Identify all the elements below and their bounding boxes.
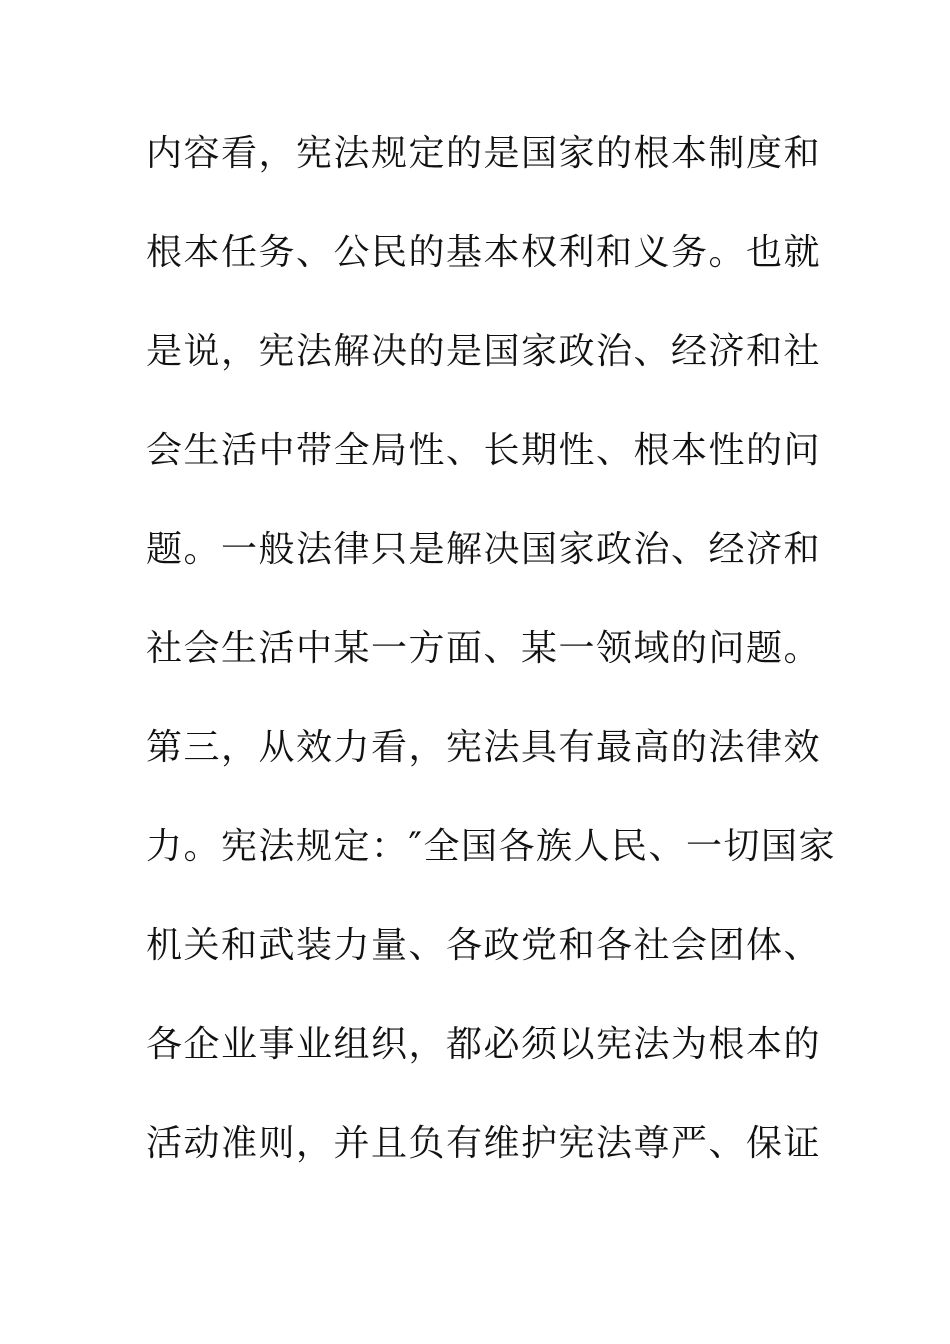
text-line: 各企业事业组织，都必须以宪法为根本的 [146,1024,822,1065]
text-line: 活动准则，并且负有维护宪法尊严、保证 [146,1123,822,1164]
text-line: 社会生活中某一方面、某一领域的问题。 [146,628,822,669]
text-line: 内容看，宪法规定的是国家的根本制度和 [146,133,822,174]
text-line: 会生活中带全局性、长期性、根本性的问 [146,430,822,471]
text-line: 题。一般法律只是解决国家政治、经济和 [146,529,822,570]
text-line: 机关和武装力量、各政党和各社会团体、 [146,925,822,966]
text-line: 第三，从效力看，宪法具有最高的法律效 [146,727,822,768]
text-line: 力。宪法规定：″全国各族人民、一切国家 [146,826,836,867]
body-text [146,124,836,1213]
text-line: 根本任务、公民的基本权利和义务。也就 [146,232,822,273]
text-line: 是说，宪法解决的是国家政治、经济和社 [146,331,822,372]
